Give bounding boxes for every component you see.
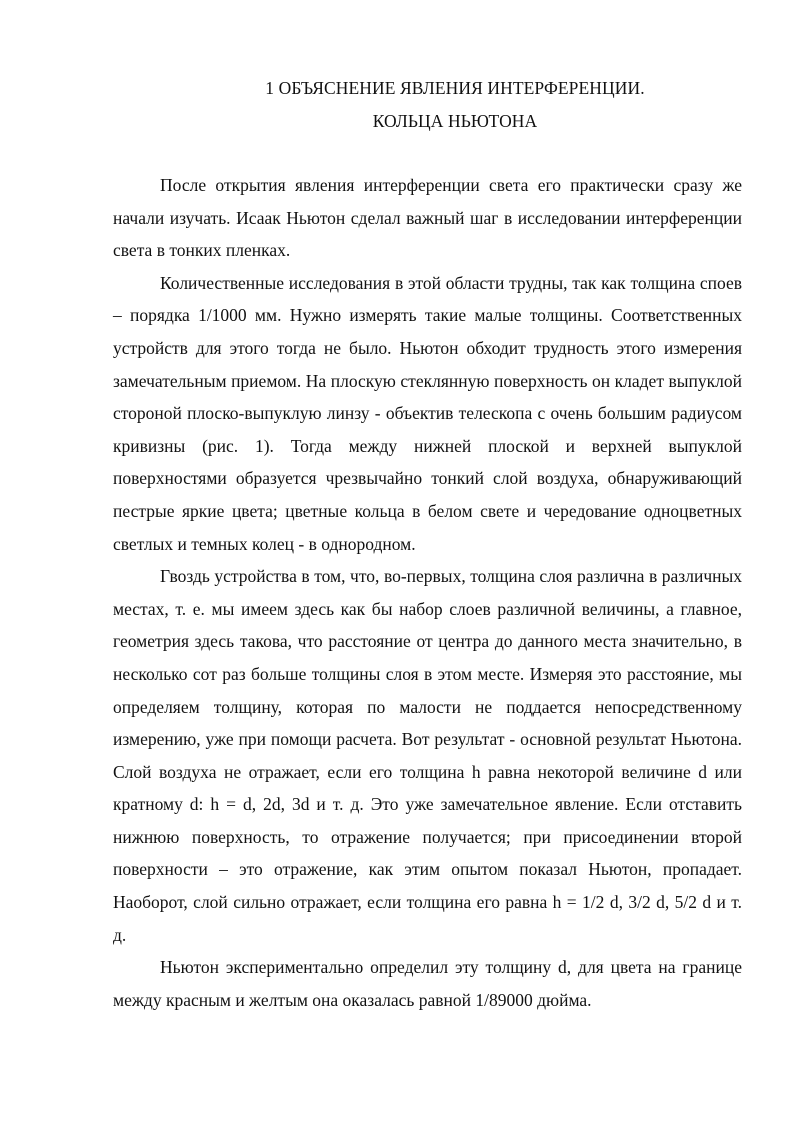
paragraph-measured-thickness: Ньютон экспериментально определил эту толщину d, для цвета на границе между красным и желтым она оказалась равной 1/89000 дюйма.	[113, 957, 742, 1010]
paragraph-discovery: После открытия явления интерференции света его практически сразу же начали изучать. Исаак Ньютон сделал важный шаг в исследовании интерференции света в тонких пленках.	[113, 175, 742, 261]
section-title-line-1: 1 ОБЪЯСНЕНИЕ ЯВЛЕНИЯ ИНТЕРФЕРЕНЦИИ.	[265, 78, 645, 98]
paragraph-device-principle: Гвоздь устройства в том, что, во-первых, толщина слоя различна в различных местах, т. е. мы имеем здесь как бы набор слоев различной величины, а главное, геометрия здесь такова, что расстояние от центра до данного места значительно, в несколько сот раз больше толщины слоя в этом месте. Измеряя это расстояние, мы определяем толщину, которая по малости не поддается непосредственному измерению, уже при помощи расчета. Вот результат - основной результат Ньютона. Слой воздуха не отражает, если его толщина h равна некоторой величине d или кратному d: h = d, 2d, 3d и т. д. Это уже замечательное явление. Если отставить нижнюю поверхность, то отражение получается; при присоединении второй поверхности – это отражение, как этим опытом показал Ньютон, пропадает. Наоборот, слой сильно отражает, если толщина его равна h = 1/2 d, 3/2 d, 5/2 d и т. д.	[113, 566, 742, 945]
section-title-line-2: КОЛЬЦА НЬЮТОНА	[372, 111, 538, 131]
body-text	[113, 169, 742, 1016]
paragraph-quantitative-studies: Количественные исследования в этой области трудны, так как толщина споев – порядка 1/1000 мм. Нужно измерять такие малые толщины. Соответственных устройств для этого тогда не было. Ньютон обходит трудность этого измерения замечательным приемом. На плоскую стеклянную поверхность он кладет выпуклой стороной плоско-выпуклую линзу - объектив телескопа с очень большим радиусом кривизны (рис. 1). Тогда между нижней плоской и верхней выпуклой поверхностями образуется чрезвычайно тонкий слой воздуха, обнаруживающий пестрые яркие цвета; цветные кольца в белом свете и чередование одноцветных светлых и темных колец - в однородном.	[113, 272, 742, 554]
